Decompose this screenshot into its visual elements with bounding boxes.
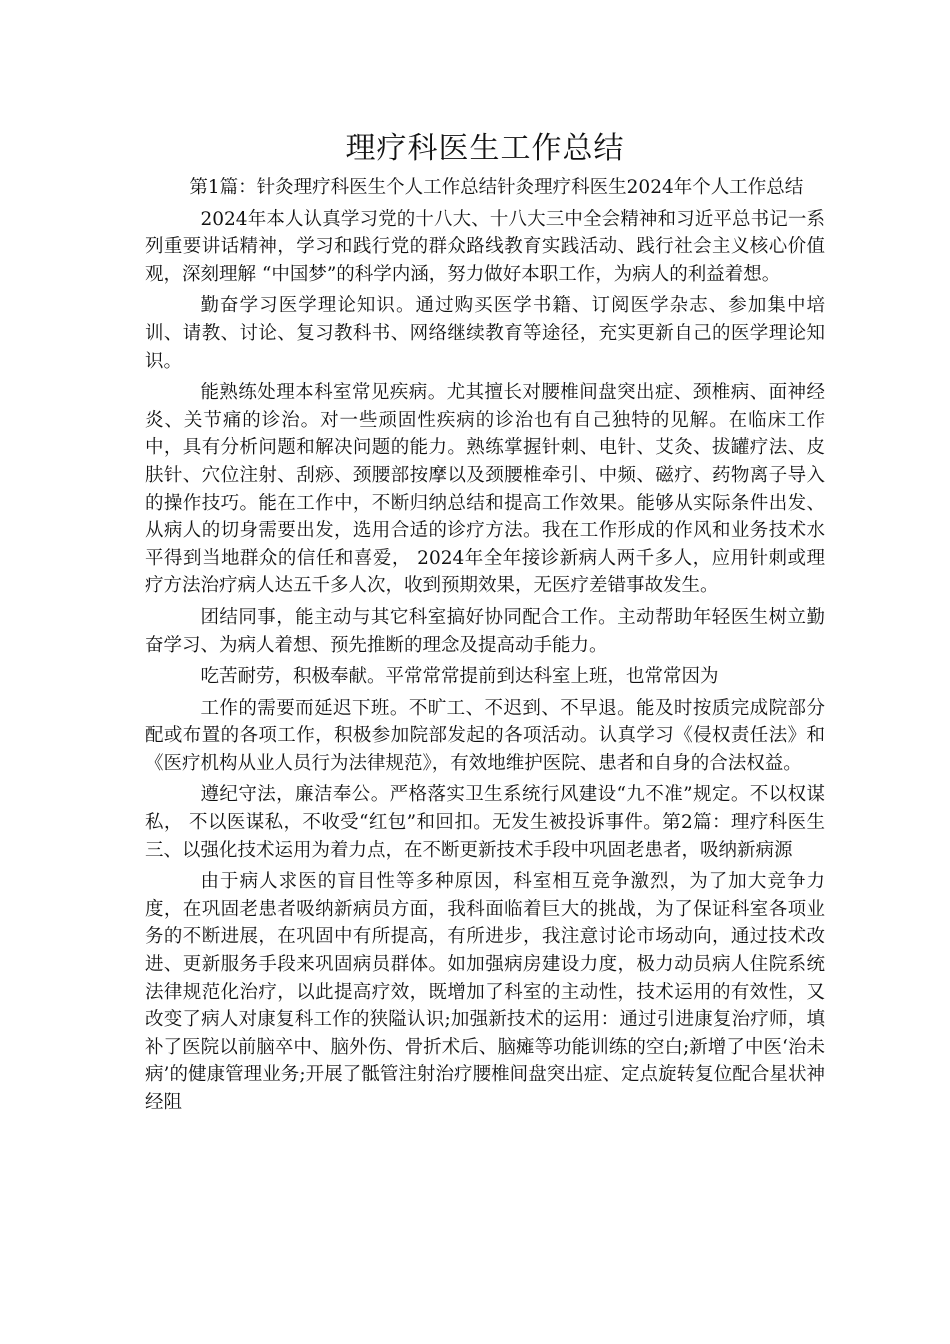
paragraph: 工作的需要而延迟下班。不旷工、不迟到、不早退。能及时按质完成院部分配或布置的各项工作，积极参加院部发起的各项活动。认真学习《侵权责任法》和《医疗机构从业人员行为法律规范》，有效地维护医院、患者和自身的合法权益。 <box>145 697 825 774</box>
paragraph: 能熟练处理本科室常见疾病。尤其擅长对腰椎间盘突出症、颈椎病、面神经炎、关节痛的诊治。对一些顽固性疾病的诊治也有自己独特的见解。在临床工作中，具有分析问题和解决问题的能力。熟练掌握针刺、电针、艾灸、拔罐疗法、皮肤针、穴位注射、刮痧、颈腰部按摩以及颈腰椎牵引、中频、磁疗、药物离子导入的操作技巧。能在工作中，不断归纳总结和提高工作效果。能够从实际条件出发、从病人的切身需要出发，选用合适的诊疗方法。我在工作形成的作风和业务技术水平得到当地群众的信任和喜爱， 2024年全年接诊新病人两千多人，应用针刺或理疗方法治疗病人达五千多人次，收到预期效果，无医疗差错事故发生。 <box>145 382 825 597</box>
paragraph: 团结同事，能主动与其它科室搞好协同配合工作。主动帮助年轻医生树立勤奋学习、为病人着想、预先推断的理念及提高动手能力。 <box>145 606 825 656</box>
paragraph-heading-1: 第1篇：针灸理疗科医生个人工作总结针灸理疗科医生2024年个人工作总结 <box>189 177 804 198</box>
paragraph: 2024年本人认真学习党的十八大、十八大三中全会精神和习近平总书记一系列重要讲话精神，学习和践行党的群众路线教育实践活动、践行社会主义核心价值观，深刻理解 “中国梦”的科学内涵，努力做好本职工作，为病人的利益着想。 <box>145 208 825 285</box>
document-title: 理疗科医生工作总结 <box>345 131 625 166</box>
document-page <box>145 128 825 1121</box>
paragraph: 由于病人求医的盲目性等多种原因，科室相互竞争激烈，为了加大竞争力度，在巩固老患者吸纳新病员方面，我科面临着巨大的挑战，为了保证科室各项业务的不断进展，在巩固中有所提高，有所进步，我注意讨论市场动向，通过技术改进、更新服务手段来巩固病员群体。如加强病房建设力度，极力动员病人住院系统法律规范化治疗，以此提高疗效，既增加了科室的主动性，技术运用的有效性，又改变了病人对康复科工作的狭隘认识;加强新技术的运用：通过引进康复治疗师，填补了医院以前脑卒中、脑外伤、骨折术后、脑瘫等功能训练的空白;新增了中医‘治未病’的健康管理业务;开展了骶管注射治疗腰椎间盘突出症、定点旋转复位配合星状神经阻 <box>145 871 825 1113</box>
paragraph: 勤奋学习医学理论知识。通过购买医学书籍、订阅医学杂志、参加集中培训、请教、讨论、复习教科书、网络继续教育等途径，充实更新自己的医学理论知识。 <box>145 295 825 372</box>
paragraph: 遵纪守法，廉洁奉公。严格落实卫生系统行风建设“九不准”规定。不以权谋私， 不以医谋私，不收受“红包”和回扣。无发生被投诉事件。第2篇：理疗科医生三、以强化技术运用为着力点，在不断更新技术手段中巩固老患者，吸纳新病源 <box>145 784 825 861</box>
paragraph: 吃苦耐劳，积极奉献。平常常常提前到达科室上班，也常常因为 <box>200 666 719 688</box>
